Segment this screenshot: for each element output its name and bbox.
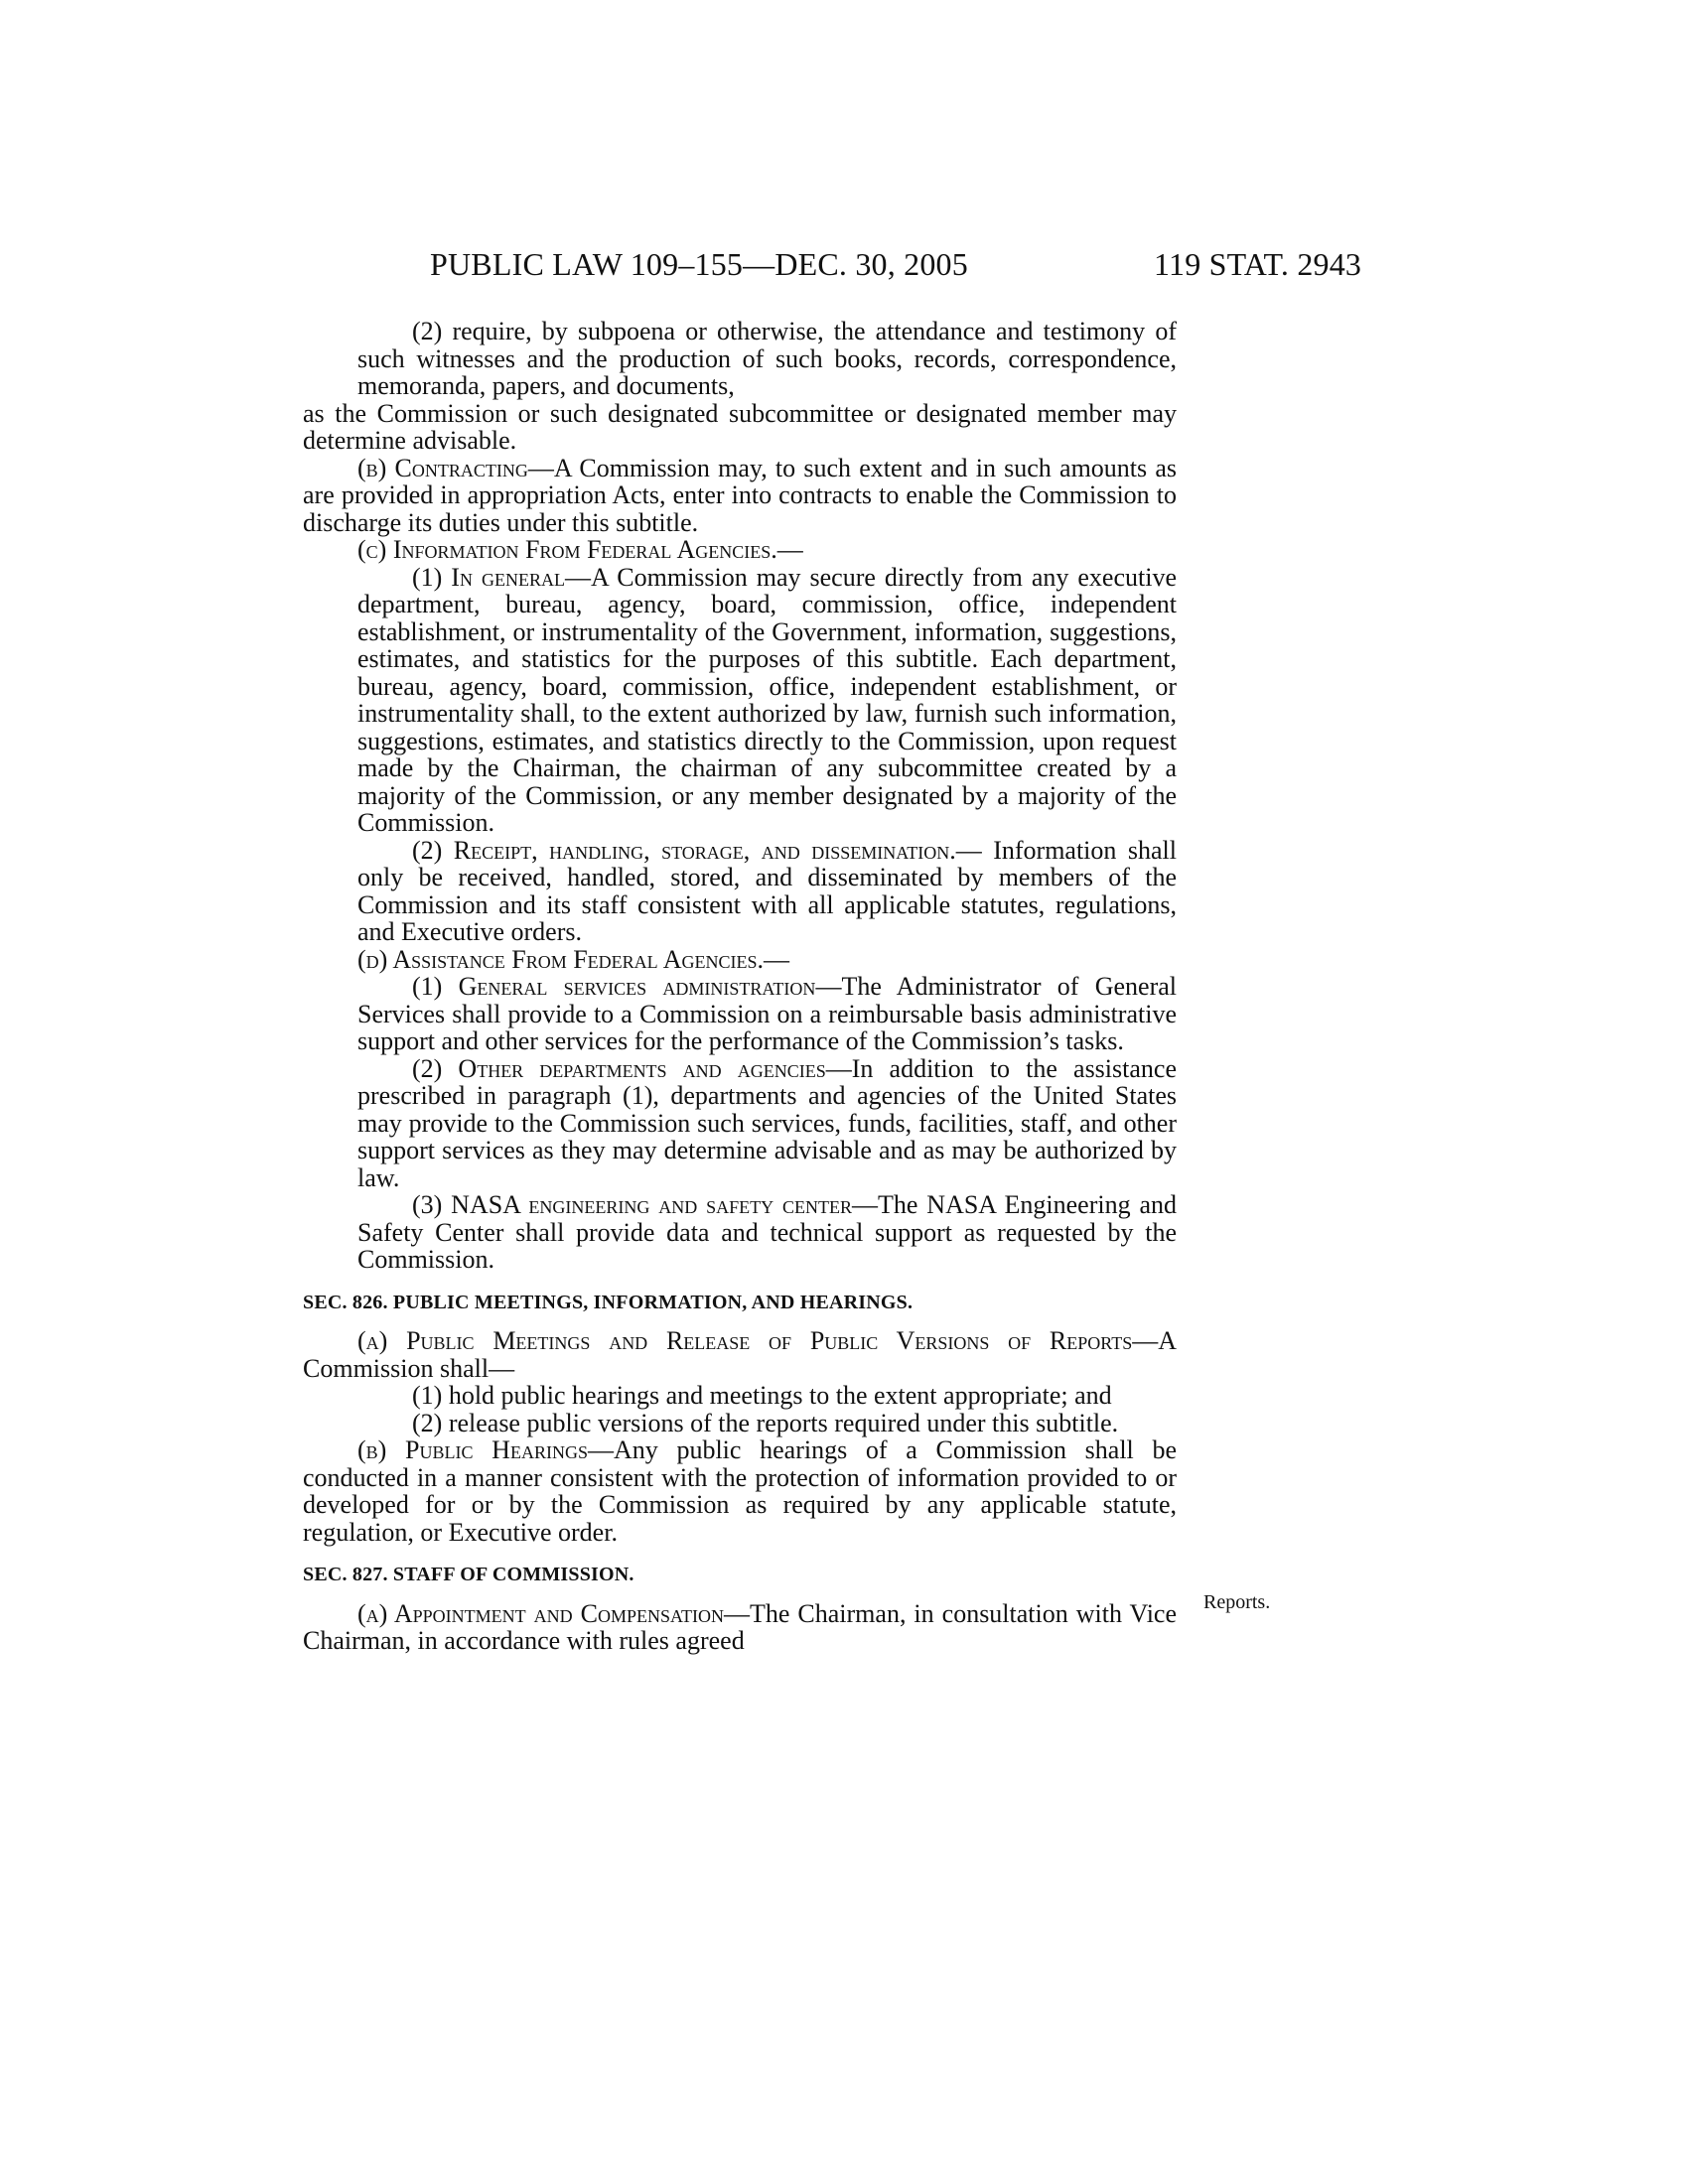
paragraph-826b [303, 1436, 1177, 1546]
paragraph-d3-text: —The NASA Engineering and Safety Center shall provide data and technical support as requested by the Commission. [357, 1190, 1177, 1274]
section-827-heading: SEC. 827. STAFF OF COMMISSION. [303, 1564, 634, 1585]
heading-826b: (b) Public Hearings [357, 1435, 588, 1464]
page-header-stat: 119 STAT. 2943 [1154, 246, 1362, 282]
paragraph-d3 [303, 1191, 1177, 1274]
paragraph-b [303, 455, 1177, 537]
body-text [303, 318, 1177, 1655]
paragraph-c1 [303, 564, 1177, 837]
paragraph-826b-text: —Any public hearings of a Commission shall be conducted in a manner consistent with the protection of information provided to or developed for or by the Commission as required by any applicable statute, regulation, or Executive order. [303, 1435, 1178, 1547]
heading-d: (d) Assistance From Federal Agencies.— [357, 944, 789, 974]
paragraph-d1-text: —The Administrator of General Services shall provide to a Commission on a reimbursable basis administrative support and other services for the performance of the Commission’s tasks. [357, 972, 1178, 1055]
paragraph-826a2-text: (2) release public versions of the reports required under this subtitle. [412, 1408, 1119, 1437]
paragraph-d2-text: —In addition to the assistance prescribed in paragraph (1), departments and agencies of the United States may provide to the Commission such services, funds, facilities, staff, and other support services as they may determine advisable and as may be authorized by law. [357, 1053, 1177, 1192]
paragraph-c2 [303, 837, 1177, 946]
paragraph-827a-text: —The Chairman, in consultation with Vice Chairman, in accordance with rules agreed [303, 1598, 1177, 1655]
heading-d3: (3) NASA engineering and safety center [412, 1190, 852, 1219]
paragraph-d2 [303, 1055, 1177, 1192]
paragraph-826a-text: —A Commission shall— [303, 1326, 1177, 1383]
paragraph-826a [303, 1327, 1177, 1382]
heading-826a: (a) Public Meetings and Release of Public Versions of Reports [357, 1326, 1133, 1355]
heading-b: (b) Contracting [357, 453, 528, 482]
heading-c: (c) Information From Federal Agencies.— [357, 535, 803, 564]
heading-c1: (1) In general [412, 562, 565, 592]
heading-827a: (a) Appointment and Compensation [357, 1598, 724, 1628]
paragraph-826a2 [303, 1410, 1177, 1437]
paragraph-826a1: (1) hold public hearings and meetings to the extent appropriate; and [412, 1381, 1112, 1410]
heading-d1: (1) General services administration [412, 972, 816, 1001]
heading-d2: (2) Other departments and agencies [412, 1053, 826, 1083]
paragraph-c2-text: Information shall only be received, handled, stored, and disseminated by members of the Commission and its staff consistent with all applicable statutes, regulations, and Executive orders. [357, 835, 1177, 946]
paragraph-a2-cont: as the Commission or such designated subcommittee or designated member may determine advisable. [303, 398, 1177, 455]
section-826-heading: SEC. 826. PUBLIC MEETINGS, INFORMATION, AND HEARINGS. [303, 1291, 914, 1313]
paragraph-b-text: —A Commission may, to such extent and in such amounts as are provided in appropriation Acts, enter into contracts to enable the Commission to discharge its duties under this subtitle. [303, 453, 1178, 537]
paragraph-827a [303, 1600, 1177, 1655]
page-header-title: PUBLIC LAW 109–155—DEC. 30, 2005 [430, 246, 968, 282]
paragraph-a2: (2) require, by subpoena or otherwise, the attendance and testimony of such witnesses and the production of such books, records, correspondence, memoranda, papers, and documents, [357, 317, 1177, 400]
paragraph-d1 [303, 973, 1177, 1055]
margin-note-reports: Reports. [1203, 1591, 1271, 1613]
heading-c2: (2) Receipt, handling, storage, and dissemination.— [412, 835, 982, 865]
paragraph-c1-text: —A Commission may secure directly from any executive department, bureau, agency, board, commission, office, independent establishment, or instrumentality of the Government, information, suggestions, estimates, and statistics for the purposes of this subtitle. Each department, bureau, agency, board, commission, office, independent establishment, or instrumentality shall, to the extent authorized by law, furnish such information, suggestions, estimates, and statistics directly to the Commission, upon request made by the Chairman, the chairman of any subcommittee created by a majority of the Commission, or any member designated by a majority of the Commission. [357, 562, 1177, 837]
